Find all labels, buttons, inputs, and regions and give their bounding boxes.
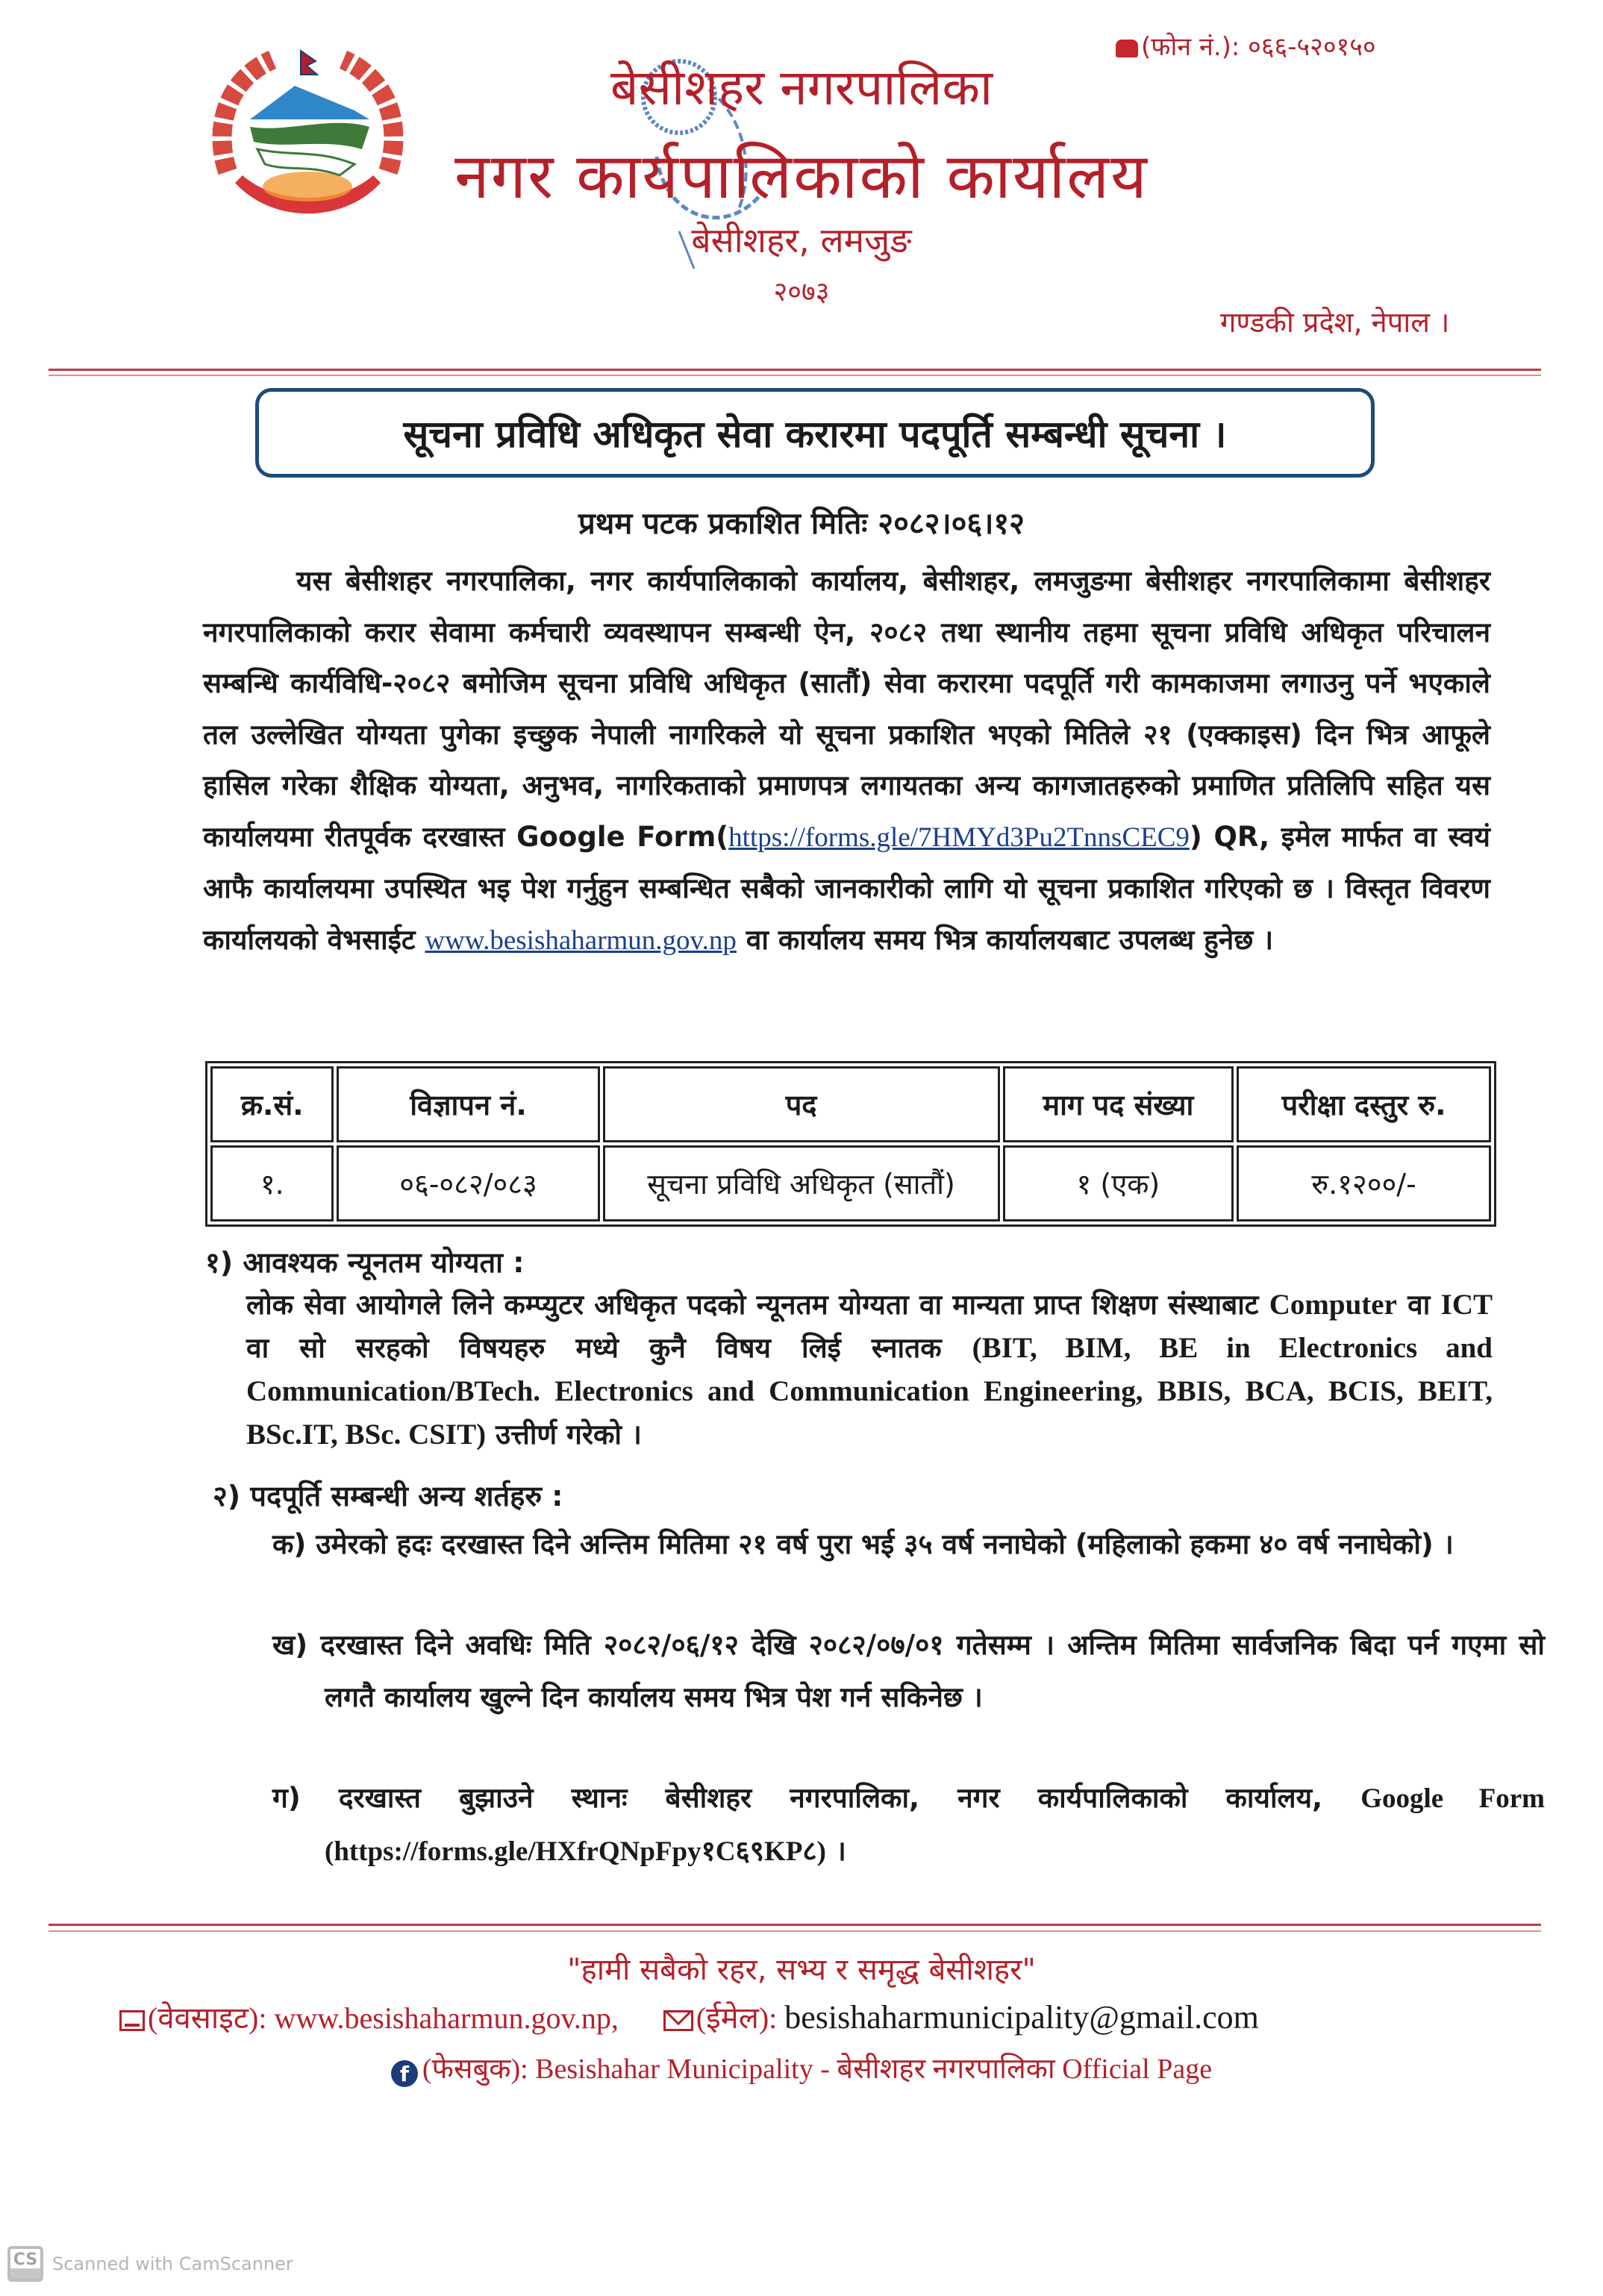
notice-body — [203, 556, 1490, 966]
website-label: (वेवसाइट): — [148, 2001, 267, 2035]
camscanner-text: Scanned with CamScanner — [52, 2253, 293, 2274]
header-divider — [49, 369, 1541, 371]
s1-text-np3: वा सो सरहको विषयहरु मध्ये कुनै विषय लिई स्नातक — [246, 1332, 972, 1364]
cell-position: सूचना प्रविधि अधिकृत (सातौं) — [603, 1145, 1000, 1221]
condition-item-period — [272, 1619, 1545, 1724]
footer-website[interactable]: www.besishaharmun.gov.np, — [274, 2001, 619, 2035]
office-name: नगर कार्यपालिकाको कार्यालय — [454, 140, 1149, 213]
body-text-1: यस बेसीशहर नगरपालिका, नगर कार्यपालिकाको कार्यालय, बेसीशहर, लमजुङमा बेसीशहर नगरपालिकामा बेसीशहर नगरपालिकाको करार सेवामा कर्मचारी व्यवस्थापन सम्बन्धी ऐन, २०८२ तथा स्थानीय तहमा सूचना प्रविधि अधिकृत परिचालन सम्बन्धि कार्यविधि-२०८२ बमोजिम सूचना प्रविधि अधिकृत (सातौं) सेवा करारमा पदपूर्ति गरी कामकाजमा लगाउनु पर्ने भएकाले तल उल्लेखित योग्यता पुगेका इच्छुक नेपाली नागरिकले यो सूचना प्रकाशित भएको मितिले २१ (एक्काइस) दिन भित्र आफूले हासिल गरेका शैक्षिक योग्यता, अनुभव, नागरिकताको प्रमाणपत्र लगायतका अन्य कागजातहरुको प्रमाणित प्रतिलिपि सहित यस कार्यालयमा रीतपूर्वक दरखास्त Google Form( — [203, 565, 1490, 853]
condition-item-age — [272, 1518, 1545, 1571]
condition-item-location — [272, 1772, 1545, 1878]
col-position: पद — [603, 1066, 1000, 1142]
municipality-motto: "हामी सबैको रहर, सभ्य र समृद्ध बेसीशहर" — [567, 1953, 1036, 1987]
facebook-line — [0, 2048, 1603, 2087]
item-label: ख) — [272, 1629, 308, 1661]
email-label: (ईमेल): — [696, 2001, 778, 2035]
section-2-heading: २) पदपूर्ति सम्बन्धी अन्य शर्तहरु : — [213, 1480, 563, 1513]
vacancy-table — [205, 1061, 1496, 1227]
item-text: उमेरको हदः दरखास्त दिने अन्तिम मितिमा २१ वर्ष पुरा भई ३५ वर्ष ननाघेको (महिलाको हकमा ४० वर्ष ननाघेको) । — [316, 1528, 1454, 1560]
footer-divider — [49, 1924, 1541, 1926]
camscanner-watermark — [7, 2246, 293, 2282]
item-text: दरखास्त बुझाउने स्थानः बेसीशहर नगरपालिका, नगर कार्यपालिकाको कार्यालय, — [338, 1782, 1361, 1814]
body-text-3: वा कार्यालय समय भित्र कार्यालयबाट उपलब्ध हुनेछ । — [736, 923, 1274, 956]
office-address: बेसीशहर, लमजुङ — [691, 220, 912, 260]
s1-text-np4: उत्तीर्ण गरेको । — [486, 1418, 642, 1451]
col-post-count: माग पद संख्या — [1003, 1066, 1234, 1142]
col-ad-number: विज्ञापन नं. — [337, 1066, 599, 1142]
table-row — [210, 1145, 1491, 1221]
google-form-link[interactable]: https://forms.gle/7HMYd3Pu2TnnsCEC9 — [728, 822, 1190, 853]
section-1-heading: १) आवश्यक न्यूनतम योग्यता : — [205, 1246, 525, 1279]
website-link[interactable]: www.besishaharmun.gov.np — [425, 925, 737, 956]
item-label: ग) — [272, 1782, 301, 1814]
cell-serial: १. — [210, 1145, 334, 1221]
s1-text-en3: (BIT, BIM, BE in Electronics and Communication/BTech. Electronics and Communication Engineering, BBIS, BCA, BCIS, BEIT, BSc.IT, BSc. CSIT) — [246, 1332, 1493, 1451]
header-divider-secondary — [49, 375, 1541, 376]
body-text-2: ) QR, इमेल मार्फत वा स्वयं आफै कार्यालयमा उपस्थित भइ पेश गर्नुहुन सम्बन्धित सबैको जानकारीको लागि यो सूचना प्रकाशित गरिएको छ । विस्तृत विवरण कार्यालयको वेभसाईट — [203, 820, 1490, 956]
facebook-label: (फेसबुक): — [422, 2053, 528, 2085]
item-label: क) — [272, 1528, 307, 1560]
s1-text-en2: ICT — [1440, 1289, 1493, 1321]
col-serial: क्र.सं. — [210, 1066, 334, 1142]
email-icon — [663, 2010, 693, 2031]
table-header-row — [210, 1066, 1491, 1142]
item-text-end: । — [825, 1835, 846, 1867]
item-form-link[interactable]: Google Form (https://forms.gle/HXfrQNpFpy१C६९KP८) — [325, 1783, 1545, 1867]
footer-facebook[interactable]: Besishahar Municipality - बेसीशहर नगरपालिका Official Page — [535, 2053, 1213, 2085]
notice-title-box — [255, 388, 1375, 478]
cell-post-count: १ (एक) — [1003, 1145, 1234, 1221]
s1-text-np2: वा — [1396, 1289, 1441, 1321]
cell-exam-fee: रु.१२००/- — [1237, 1145, 1491, 1221]
facebook-icon: f — [391, 2060, 418, 2087]
item-text: दरखास्त दिने अवधिः मिति २०८२/०६/१२ देखि २०८२/०७/०१ गतेसम्म । अन्तिम मितिमा सार्वजनिक बिदा पर्न गएमा सो लगतै कार्यालय खुल्ने दिन कार्यालय समय भित्र पेश गर्न सकिनेछ । — [320, 1629, 1545, 1713]
col-exam-fee: परीक्षा दस्तुर रु. — [1237, 1066, 1491, 1142]
contact-line — [119, 1996, 1259, 2037]
cell-ad-number: ०६-०८२/०८३ — [337, 1145, 599, 1221]
municipality-name: बेसीशहर नगरपालिका — [610, 59, 993, 116]
notice-title: सूचना प्रविधि अधिकृत सेवा करारमा पदपूर्ति सम्बन्धी सूचना । — [403, 413, 1227, 456]
published-date: प्रथम पटक प्रकाशित मितिः २०८२।०६।१२ — [578, 507, 1025, 541]
established-year: २०७३ — [773, 277, 830, 307]
province-line: गण्डकी प्रदेश, नेपाल । — [1220, 306, 1450, 339]
footer-email[interactable]: besishaharmunicipality@gmail.com — [784, 1999, 1259, 2036]
website-icon — [119, 2010, 145, 2031]
section-1-text — [246, 1283, 1493, 1457]
s1-text-np: लोक सेवा आयोगले लिने कम्प्युटर अधिकृत पदको न्यूनतम योग्यता वा मान्यता प्राप्त शिक्षण संस्थाबाट — [246, 1289, 1269, 1321]
s1-text-en1: Computer — [1269, 1289, 1397, 1321]
camscanner-logo: CS — [7, 2246, 43, 2282]
footer-divider-secondary — [49, 1930, 1541, 1932]
phone-text: (फोन नं.): ०६६-५२०१५० — [1141, 32, 1376, 62]
